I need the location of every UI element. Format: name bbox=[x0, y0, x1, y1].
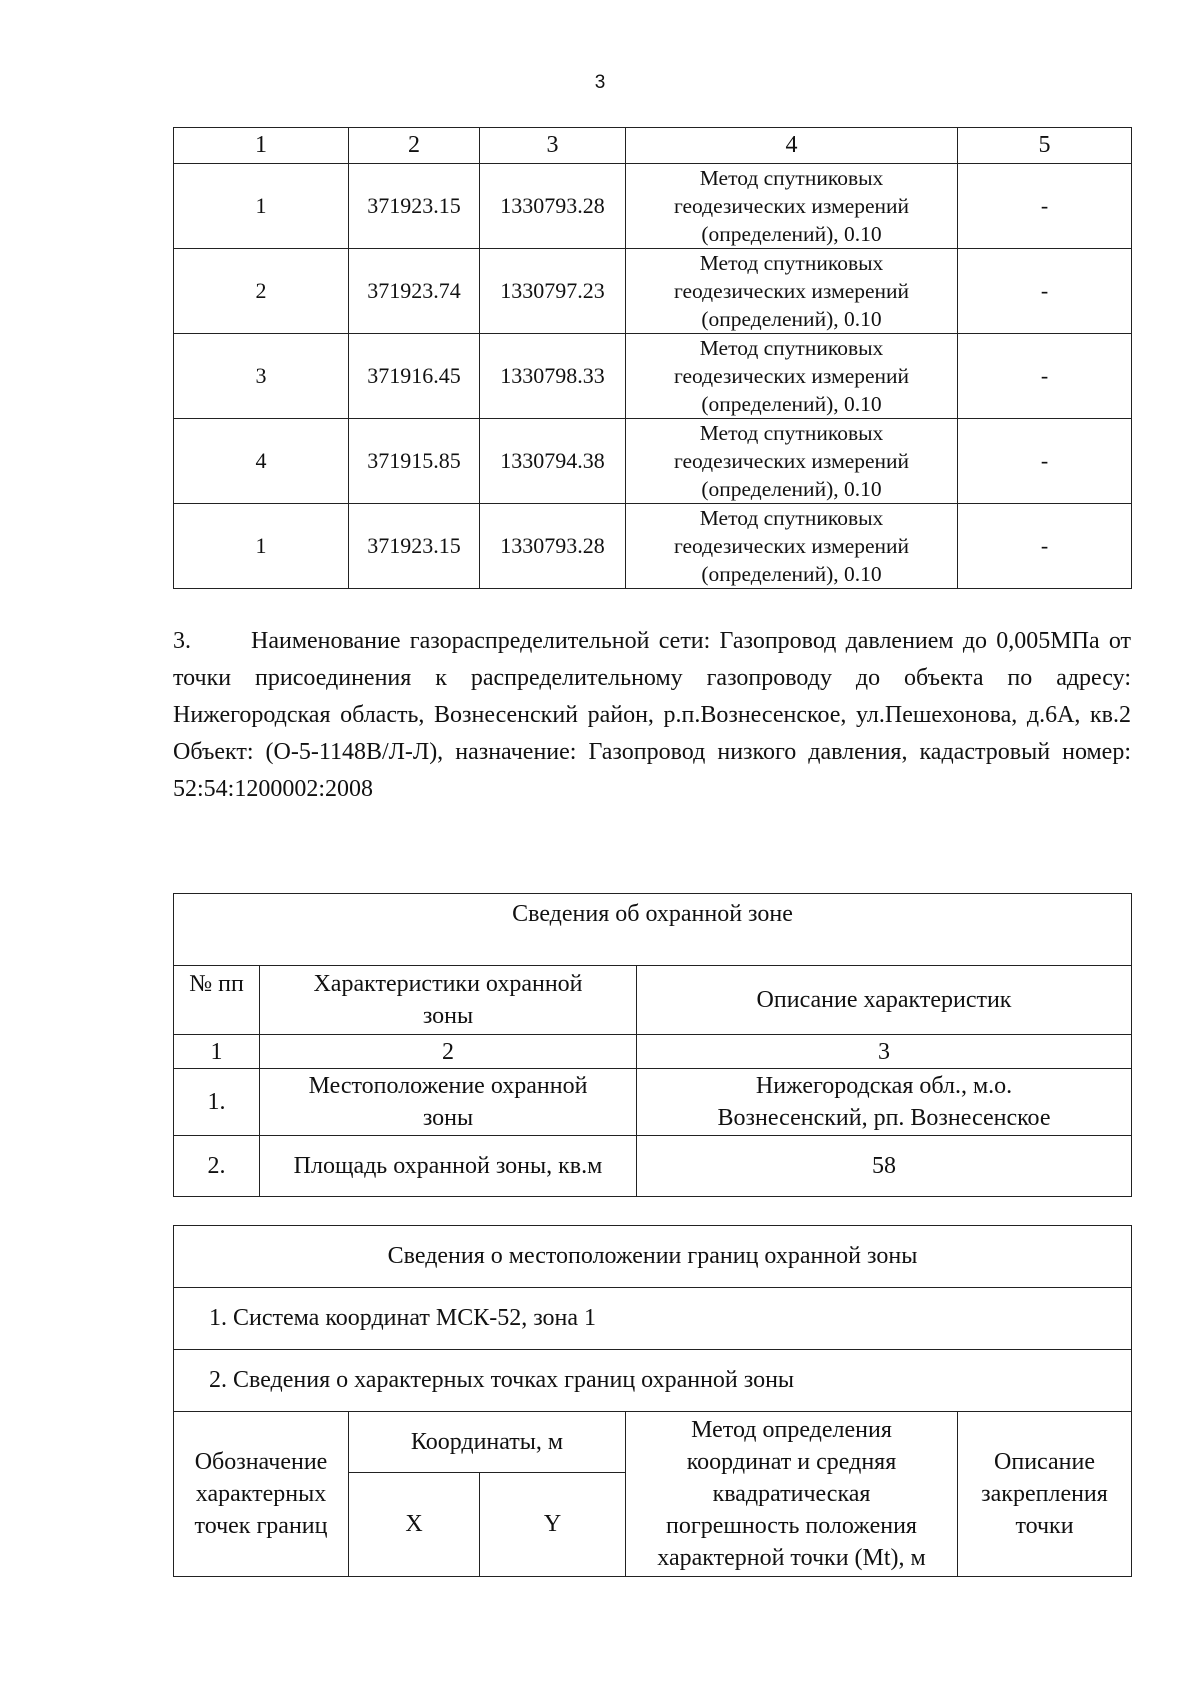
x-cell: 371923.15 bbox=[349, 504, 480, 589]
method-cell: Метод спутниковых геодезических измерений (определений), 0.10 bbox=[626, 504, 958, 589]
description-cell: - bbox=[958, 249, 1132, 334]
boundary-location-table bbox=[173, 1225, 1132, 1577]
table-title-row bbox=[174, 894, 1132, 966]
designation-header: Обозначение характерных точек границ bbox=[174, 1412, 349, 1577]
header-cell: Описание характеристик bbox=[637, 966, 1132, 1035]
y-cell: 1330793.28 bbox=[480, 164, 626, 249]
row-number-cell: 1. bbox=[174, 1069, 260, 1136]
y-cell: 1330794.38 bbox=[480, 419, 626, 504]
section-number: 3. bbox=[173, 628, 191, 654]
y-header: Y bbox=[480, 1473, 626, 1577]
y-cell: 1330793.28 bbox=[480, 504, 626, 589]
table-row bbox=[174, 1069, 1132, 1136]
header-cell: 3 bbox=[480, 128, 626, 164]
table-header-row bbox=[174, 1412, 1132, 1473]
description-cell: Нижегородская обл., м.о. Вознесенский, рп. Вознесенское bbox=[637, 1069, 1132, 1136]
bounds-table-title: Сведения о местоположении границ охранной зоны bbox=[174, 1226, 1132, 1288]
method-cell: Метод спутниковых геодезических измерений (определений), 0.10 bbox=[626, 249, 958, 334]
header-cell: № пп bbox=[174, 966, 260, 1035]
header-cell: 2 bbox=[349, 128, 480, 164]
table-row bbox=[174, 1136, 1132, 1197]
number-cell: 2 bbox=[260, 1035, 637, 1069]
row-number-cell: 2. bbox=[174, 1136, 260, 1197]
page-number: 3 bbox=[594, 72, 606, 93]
section-text: Наименование газораспределительной сети: Газопровод давлением до 0,005МПа от точки присоединения к распределительному газопроводу до объекта по адресу: Нижегородская область, Вознесенский район, р.п.Вознесенское, ул.Пешехонова, д.6А, кв.2 Объект: (О-5-1148В/Л-Л), назначение: Газопровод низкого давления, кадастровый номер: 52:54:1200002:2008 bbox=[173, 628, 1131, 802]
table-row bbox=[174, 419, 1132, 504]
y-cell: 1330797.23 bbox=[480, 249, 626, 334]
point-cell: 1 bbox=[174, 504, 349, 589]
method-cell: Метод спутниковых геодезических измерений (определений), 0.10 bbox=[626, 334, 958, 419]
coordinates-table bbox=[173, 127, 1132, 589]
table-row bbox=[174, 1350, 1132, 1412]
number-cell: 1 bbox=[174, 1035, 260, 1069]
table-number-row bbox=[174, 1035, 1132, 1069]
header-cell: 5 bbox=[958, 128, 1132, 164]
point-cell: 4 bbox=[174, 419, 349, 504]
table-row bbox=[174, 164, 1132, 249]
table-row bbox=[174, 334, 1132, 419]
y-cell: 1330798.33 bbox=[480, 334, 626, 419]
x-cell: 371923.74 bbox=[349, 249, 480, 334]
section-paragraph bbox=[173, 623, 1131, 808]
x-header: X bbox=[349, 1473, 480, 1577]
point-cell: 3 bbox=[174, 334, 349, 419]
number-cell: 3 bbox=[637, 1035, 1132, 1069]
description-cell: 58 bbox=[637, 1136, 1132, 1197]
table-row bbox=[174, 249, 1132, 334]
point-cell: 2 bbox=[174, 249, 349, 334]
table-row bbox=[174, 1288, 1132, 1350]
description-cell: - bbox=[958, 504, 1132, 589]
table-title-row bbox=[174, 1226, 1132, 1288]
description-cell: - bbox=[958, 419, 1132, 504]
protection-zone-table bbox=[173, 893, 1132, 1197]
table-header-row bbox=[174, 128, 1132, 164]
coordinates-header: Координаты, м bbox=[349, 1412, 626, 1473]
header-cell: Характеристики охранной зоны bbox=[260, 966, 637, 1035]
characteristic-cell: Местоположение охранной зоны bbox=[260, 1069, 637, 1136]
point-cell: 1 bbox=[174, 164, 349, 249]
characteristic-cell: Площадь охранной зоны, кв.м bbox=[260, 1136, 637, 1197]
zone-table-title: Сведения об охранной зоне bbox=[174, 894, 1132, 966]
header-cell: 1 bbox=[174, 128, 349, 164]
x-cell: 371915.85 bbox=[349, 419, 480, 504]
characteristic-points-item: 2. Сведения о характерных точках границ охранной зоны bbox=[174, 1350, 1132, 1412]
method-cell: Метод спутниковых геодезических измерений (определений), 0.10 bbox=[626, 164, 958, 249]
method-header: Метод определения координат и средняя квадратическая погрешность положения характерной точки (Mt), м bbox=[626, 1412, 958, 1577]
description-header: Описание закрепления точки bbox=[958, 1412, 1132, 1577]
x-cell: 371916.45 bbox=[349, 334, 480, 419]
header-cell: 4 bbox=[626, 128, 958, 164]
x-cell: 371923.15 bbox=[349, 164, 480, 249]
coordinate-system-item: 1. Система координат МСК-52, зона 1 bbox=[174, 1288, 1132, 1350]
description-cell: - bbox=[958, 334, 1132, 419]
method-cell: Метод спутниковых геодезических измерений (определений), 0.10 bbox=[626, 419, 958, 504]
table-header-row bbox=[174, 966, 1132, 1035]
table-row bbox=[174, 504, 1132, 589]
description-cell: - bbox=[958, 164, 1132, 249]
